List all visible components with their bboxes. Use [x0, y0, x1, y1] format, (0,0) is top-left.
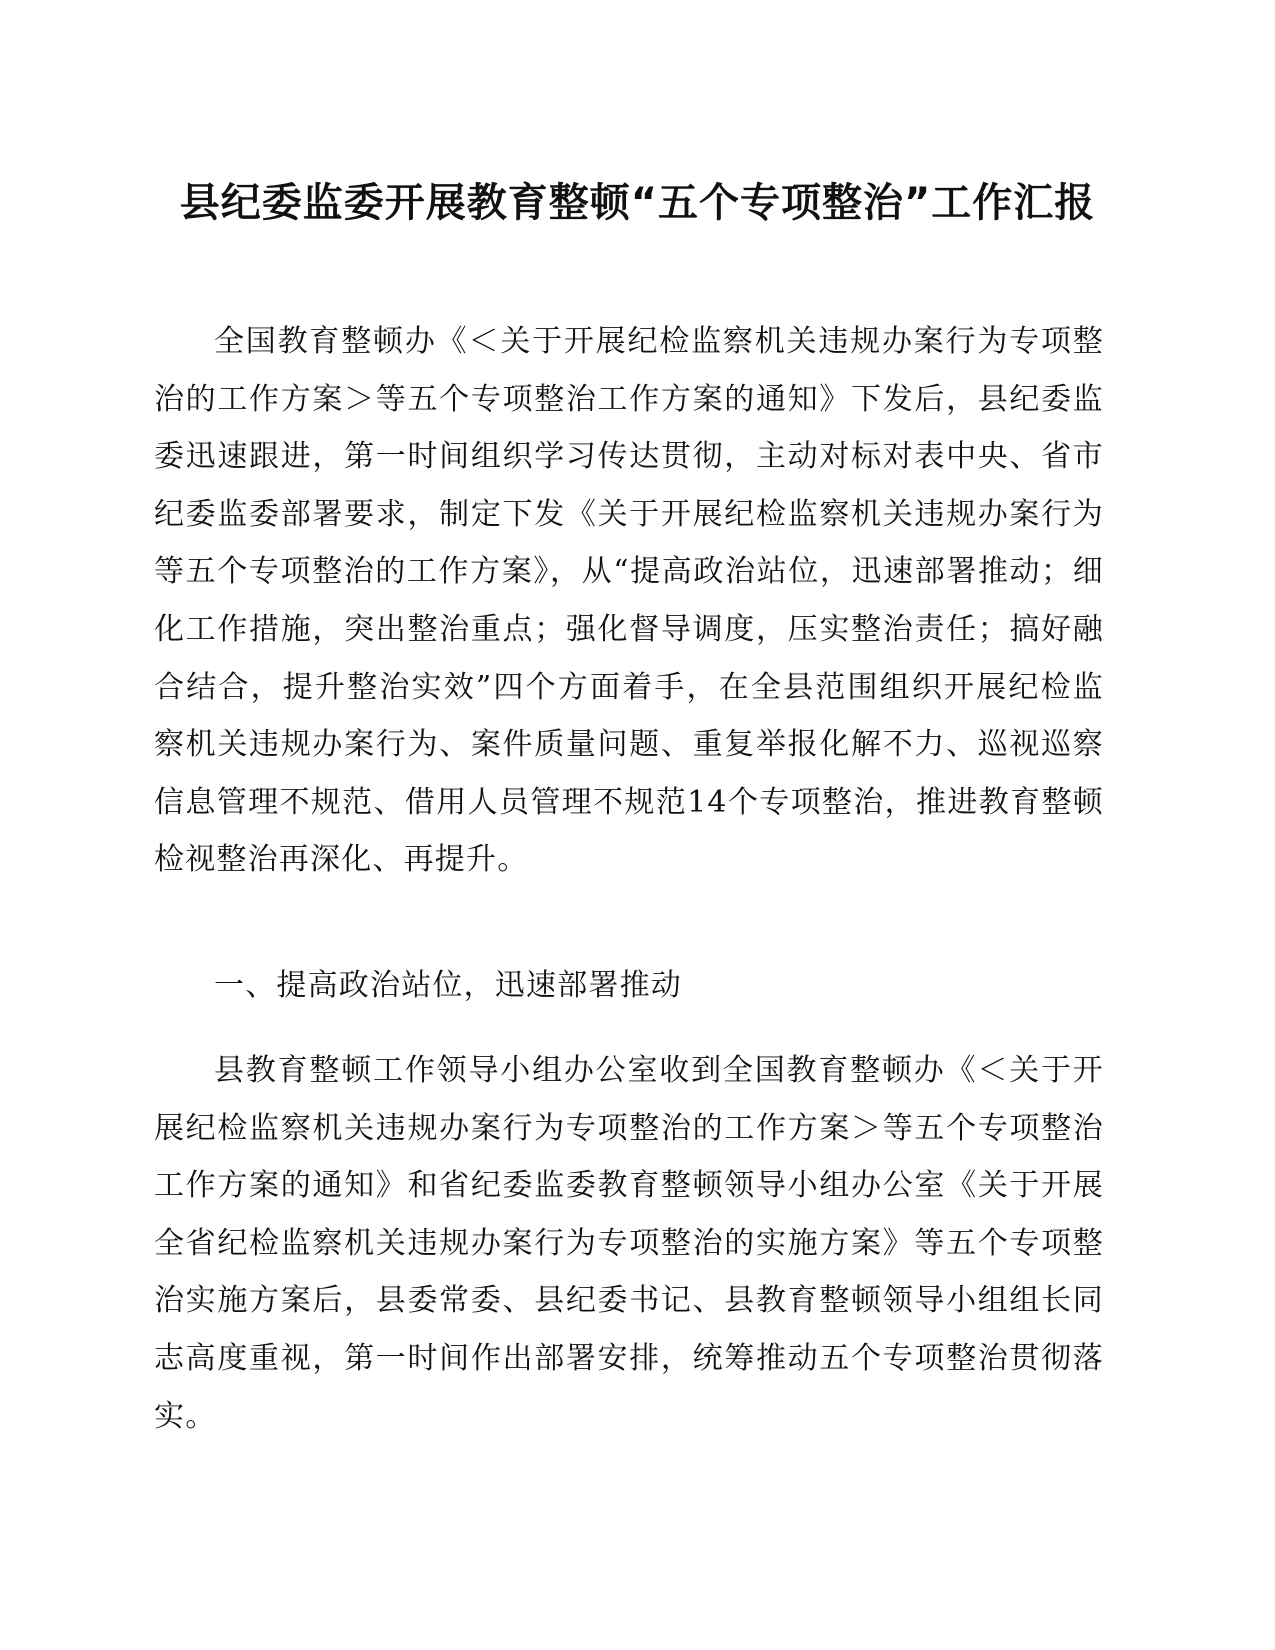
- paragraph-intro: 全国教育整顿办《＜关于开展纪检监察机关违规办案行为专项整治的工作方案＞等五个专项整治工作方案的通知》下发后，县纪委监委迅速跟进，第一时间组织学习传达贯彻，主动对标对表中央、省市纪委监委部署要求，制定下发《关于开展纪检监察机关违规办案行为等五个专项整治的工作方案》，从“提高政治站位，迅速部署推动；细化工作措施，突出整治重点；强化督导调度，压实整治责任；搞好融合结合，提升整治实效”四个方面着手，在全县范围组织开展纪检监察机关违规办案行为、案件质量问题、重复举报化解不力、巡视巡察信息管理不规范、借用人员管理不规范14个专项整治，推进教育整顿检视整治再深化、再提升。: [154, 324, 1104, 878]
- section-heading-1: 一、提高政治站位，迅速部署推动: [214, 968, 682, 1003]
- paragraph-section-1: 县教育整顿工作领导小组办公室收到全国教育整顿办《＜关于开展纪检监察机关违规办案行为专项整治的工作方案＞等五个专项整治工作方案的通知》和省纪委监委教育整顿领导小组办公室《关于开展全省纪检监察机关违规办案行为专项整治的实施方案》等五个专项整治实施方案后，县委常委、县纪委书记、县教育整顿领导小组组长同志高度重视，第一时间作出部署安排，统筹推动五个专项整治贯彻落实。: [154, 1053, 1104, 1434]
- document-title: 县纪委监委开展教育整顿“五个专项整治”工作汇报: [179, 180, 1096, 226]
